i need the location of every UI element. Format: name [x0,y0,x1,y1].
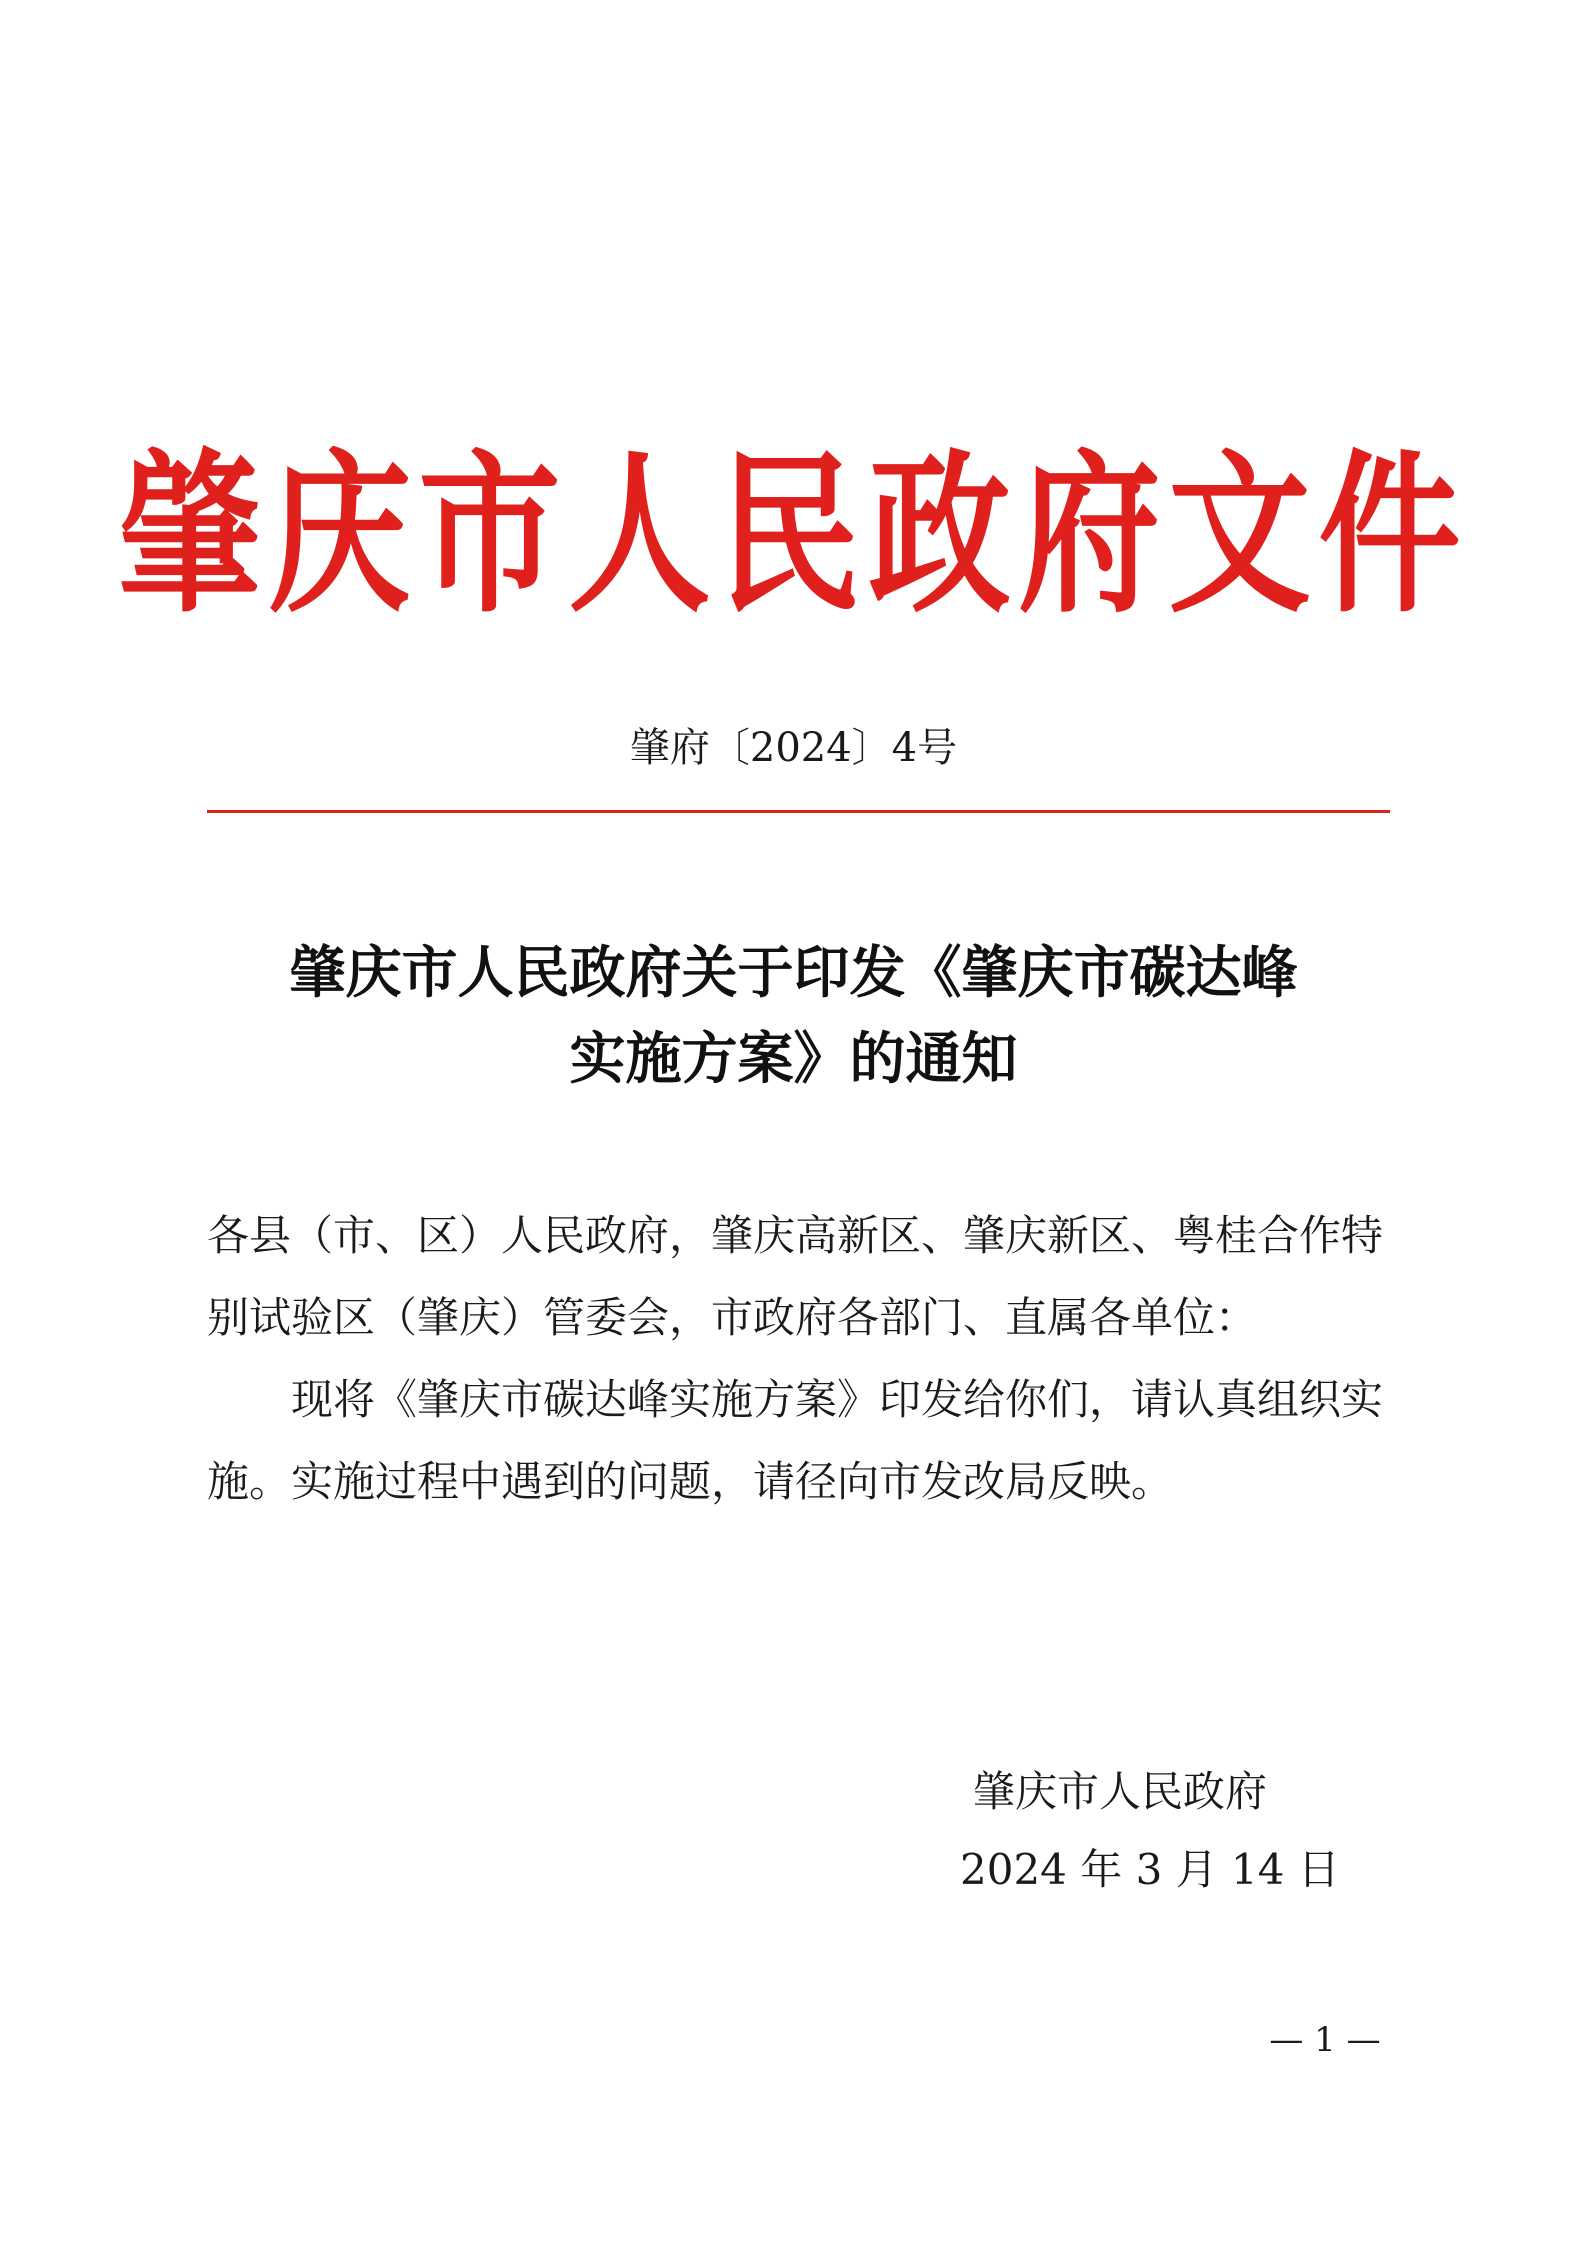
issuing-organization: 肇庆市人民政府 [972,1767,1267,1816]
addressee-line-1: 各县（市、区）人民政府，肇庆高新区、肇庆新区、粤桂合作特 [207,1211,1384,1260]
document-title-line-1: 肇庆市人民政府关于印发《肇庆市碳达峰 [289,940,1298,1006]
addressee-line-2: 别试验区（肇庆）管委会，市政府各部门、直属各单位： [207,1293,1258,1342]
body-paragraph-line-2: 施。实施过程中遇到的问题，请径向市发改局反映。 [207,1457,1174,1506]
document-title-line-2: 实施方案》的通知 [569,1026,1018,1092]
document-number: 肇府〔2024〕4号 [629,725,958,771]
document-body [207,1195,1390,1523]
red-divider-line [207,810,1390,813]
signature-block [960,1753,1340,1909]
body-paragraph-line-1: 现将《肇庆市碳达峰实施方案》印发给你们，请认真组织实 [291,1375,1384,1424]
masthead-title: 肇庆市人民政府文件 [118,435,1469,637]
page-number: — 1 — [1269,2020,1381,2060]
document-title [0,930,1587,1102]
issue-date: 2024 年 3 月 14 日 [960,1845,1340,1894]
